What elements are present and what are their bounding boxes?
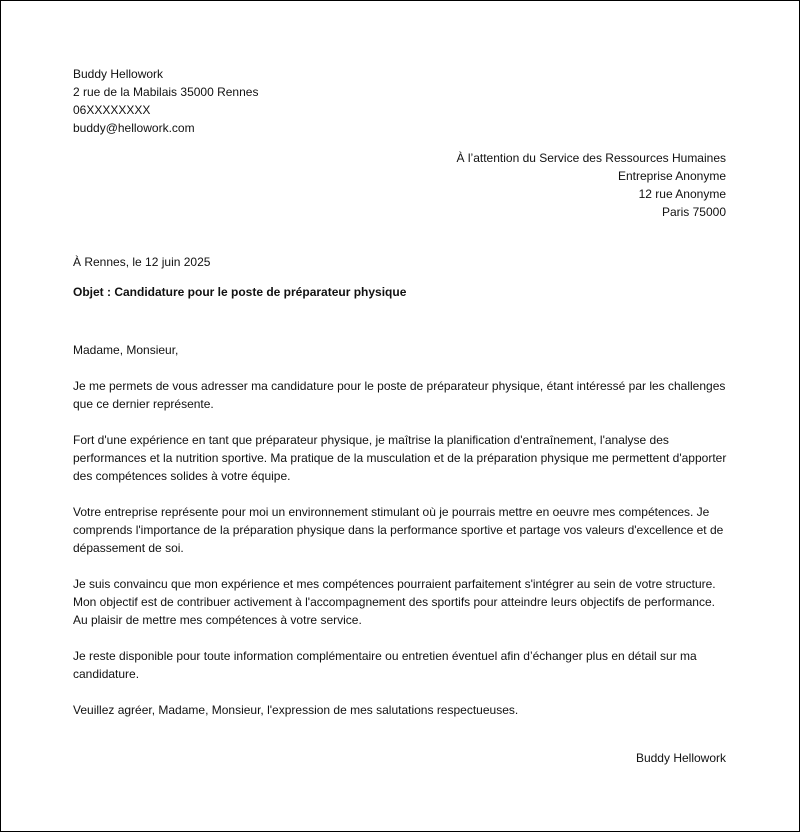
letter-subject: Objet : Candidature pour le poste de préparateur physique [73, 285, 407, 299]
sender-block [73, 65, 258, 137]
sender-phone: 06XXXXXXXX [73, 103, 151, 117]
salutation: Madame, Monsieur, [73, 343, 179, 357]
body-paragraph: Je me permets de vous adresser ma candidature pour le poste de préparateur physique, étant intéressé par les challenges que ce dernier représente. [73, 379, 726, 411]
signature: Buddy Hellowork [635, 751, 726, 765]
letter-date: À Rennes, le 12 juin 2025 [73, 255, 211, 269]
body-paragraph: Votre entreprise représente pour moi un environnement stimulant où je pourrais mettre en oeuvre mes compétences. Je comprends l'importance de la préparation physique dans la performance sportive et partage vos valeurs d'excellence et de dépassement de soi. [73, 505, 724, 555]
body-paragraph: Fort d'une expérience en tant que préparateur physique, je maîtrise la planification d'entraînement, l'analyse des performances et la nutrition sportive. Ma pratique de la musculation et de la préparation physique me permettent d'apporter des compétences solides à votre équipe. [73, 433, 727, 483]
recipient-street: 12 rue Anonyme [638, 187, 726, 201]
recipient-block [457, 149, 726, 221]
sender-address: 2 rue de la Mabilais 35000 Rennes [73, 85, 259, 99]
recipient-attention: À l’attention du Service des Ressources Humaines [456, 151, 726, 165]
body-paragraph: Je suis convaincu que mon expérience et mes compétences pourraient parfaitement s'intégrer au sein de votre structure. Mon objectif est de contribuer activement à l'accompagnement des sportifs pour atteindre leurs objectifs de performance. Au plaisir de mettre mes compétences à votre service. [73, 577, 716, 627]
body-paragraph: Je reste disponible pour toute information complémentaire ou entretien éventuel afin d’échanger plus en détail sur ma candidature. [73, 649, 697, 681]
sender-name: Buddy Hellowork [73, 67, 164, 81]
closing-paragraph: Veuillez agréer, Madame, Monsieur, l'expression de mes salutations respectueuses. [73, 703, 519, 717]
recipient-company: Entreprise Anonyme [617, 169, 726, 183]
recipient-city: Paris 75000 [661, 205, 726, 219]
sender-email: buddy@hellowork.com [73, 121, 195, 135]
letter-body [73, 341, 729, 737]
